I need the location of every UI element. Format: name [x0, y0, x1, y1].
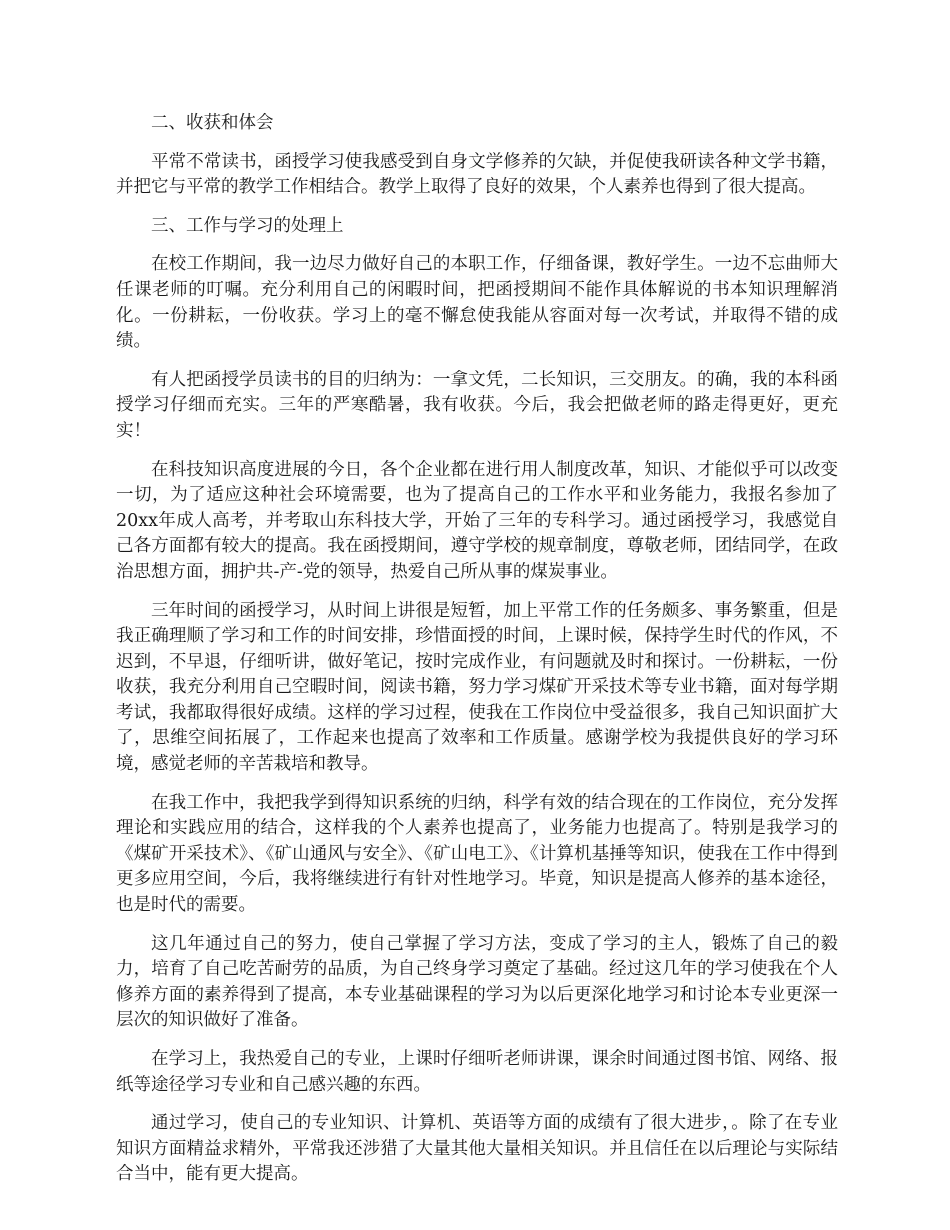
- paragraph-9: 通过学习，使自己的专业知识、计算机、英语等方面的成绩有了很大进步，。除了在专业知识方面精益求精外，平常我还涉猎了大量其他大量相关知识。并且信任在以后理论与实际结合当中，能有更大提高。: [116, 1113, 838, 1185]
- paragraph-7: 这几年通过自己的努力，使自己掌握了学习方法，变成了学习的主人，锻炼了自己的毅力，培育了自己吃苦耐劳的品质，为自己终身学习奠定了基础。经过这几年的学习使我在个人修养方面的素养得到了提高，本专业基础课程的学习为以后更深化地学习和讨论本专业更深一层次的知识做好了准备。: [116, 933, 838, 1031]
- paragraph-8: 在学习上，我热爱自己的专业，上课时仔细听老师讲课，课余时间通过图书馆、网络、报纸等途径学习专业和自己感兴趣的东西。: [116, 1049, 838, 1095]
- document-body: [116, 111, 838, 1201]
- paragraph-5: 三年时间的函授学习，从时间上讲很是短暂，加上平常工作的任务颇多、事务繁重，但是我正确理顺了学习和工作的时间安排，珍惜面授的时间，上课时候，保持学生时代的作风，不迟到，不早退，仔细听讲，做好笔记，按时完成作业，有问题就及时和探讨。一份耕耘，一份收获，我充分利用自己空暇时间，阅读书籍，努力学习煤矿开采技术等专业书籍，面对每学期考试，我都取得很好成绩。这样的学习过程，使我在工作岗位中受益很多，我自己知识面扩大了，思维空间拓展了，工作起来也提高了效率和工作质量。感谢学校为我提供良好的学习环境，感觉老师的辛苦栽培和教导。: [116, 600, 838, 775]
- paragraph-4: 在科技知识高度进展的今日，各个企业都在进行用人制度改革，知识、才能似乎可以改变一切，为了适应这种社会环境需要，也为了提高自己的工作水平和业务能力，我报名参加了20xx年成人高考，并考取山东科技大学，开始了三年的专科学习。通过函授学习，我感觉自己各方面都有较大的提高。我在函授期间，遵守学校的规章制度，尊敬老师，团结同学，在政治思想方面，拥护共-产-党的领导，热爱自己所从事的煤炭事业。: [116, 459, 838, 582]
- section-heading-3: 三、工作与学习的处理上: [151, 215, 344, 236]
- paragraph-1: 平常不常读书，函授学习使我感受到自身文学修养的欠缺，并促使我研读各种文学书籍，并把它与平常的教学工作相结合。教学上取得了良好的效果，个人素养也得到了很大提高。: [116, 151, 838, 198]
- section-heading-2: 二、收获和体会: [151, 113, 274, 133]
- paragraph-2: 在校工作期间，我一边尽力做好自己的本职工作，仔细备课，教好学生。一边不忘曲师大任课老师的叮嘱。充分利用自己的闲暇时间，把函授期间不能作具体解说的书本知识理解消化。一份耕耘，一份收获。学习上的毫不懈怠使我能从容面对每一次考试，并取得不错的成绩。: [116, 254, 838, 352]
- paragraph-3: 有人把函授学员读书的目的归纳为：一拿文凭，二长知识，三交朋友。的确，我的本科函授学习仔细而充实。三年的严寒酷暑，我有收获。今后，我会把做老师的路走得更好，更充实！: [116, 369, 838, 441]
- paragraph-6: 在我工作中，我把我学到得知识系统的归纳，科学有效的结合现在的工作岗位，充分发挥理论和实践应用的结合，这样我的个人素养也提高了，业务能力也提高了。特别是我学习的《煤矿开采技术》、《矿山通风与安全》、《矿山电工》、《计算机基捶等知识，使我在工作中得到更多应用空间，今后，我将继续进行有针对性地学习。毕竟，知识是提高人修养的基本途径，也是时代的需要。: [116, 792, 838, 916]
